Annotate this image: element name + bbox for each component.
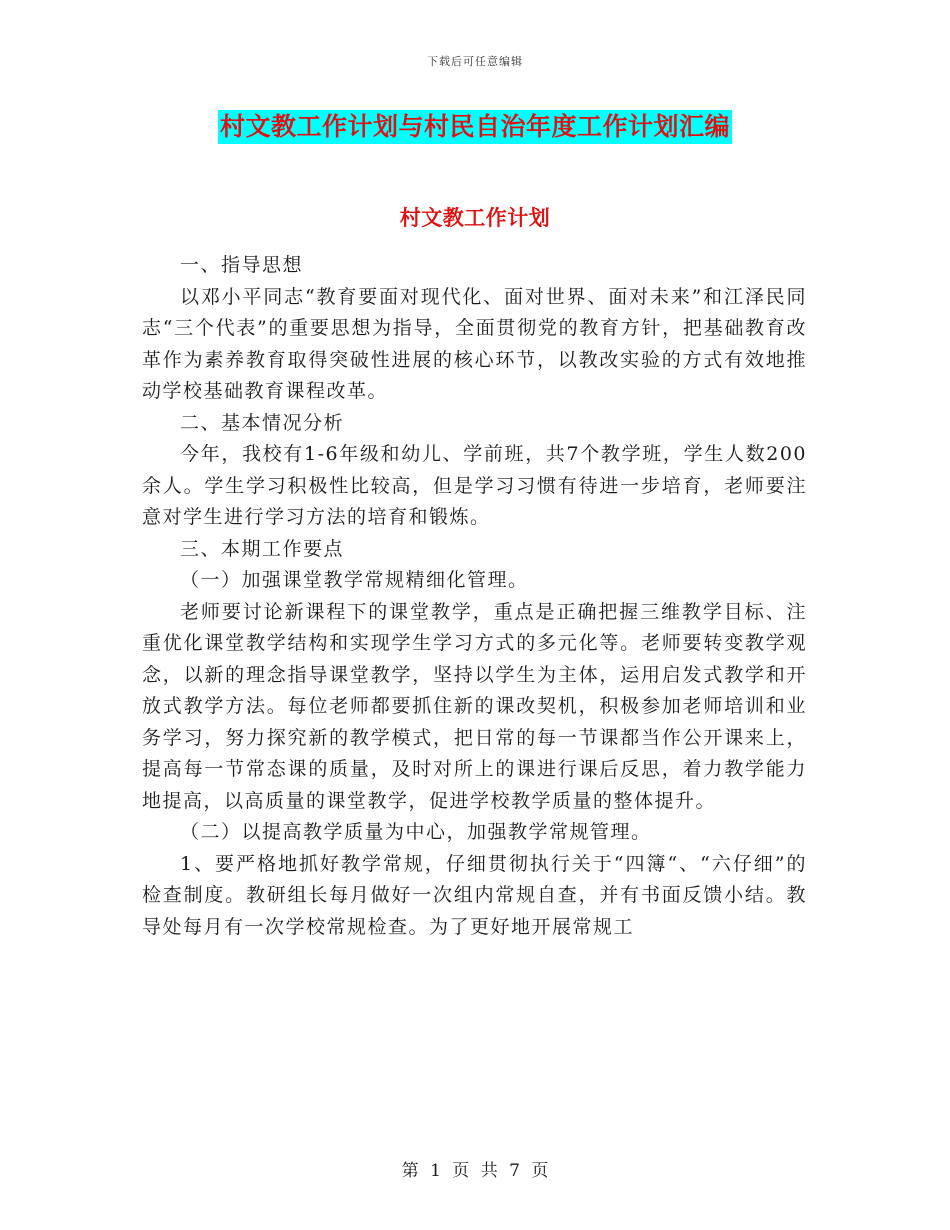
heading-situation-analysis: 二、基本情况分析 [180,411,345,434]
paragraph-situation-analysis: 今年，我校有1-6年级和幼儿、学前班，共7个教学班，学生人数200余人。学生学习积极性比较高，但是学习习惯有待进一步培育，老师要注意对学生进行学习方法的培育和锻炼。 [142,443,807,528]
paragraph-guiding-ideology: 以邓小平同志“教育要面对现代化、面对世界、面对未来”和江泽民同志“三个代表”的重要思想为指导，全面贯彻党的教育方针，把基础教育改革作为素养教育取得突破性进展的核心环节，以教改实验的方式有效地推动学校基础教育课程改革。 [142,285,807,402]
subheading-classroom-management: （一）加强课堂教学常规精细化管理。 [180,569,529,591]
document-title: 村文教工作计划与村民自治年度工作计划汇编 [218,110,732,144]
subheading-teaching-quality: （二）以提高教学质量为中心，加强教学常规管理。 [180,821,652,843]
paragraph-classroom-management: 老师要讨论新课程下的课堂教学，重点是正确把握三维教学目标、注重优化课堂教学结构和实现学生学习方式的多元化等。老师要转变教学观念，以新的理念指导课堂教学，坚持以学生为主体，运用启发式教学和开放式教学方法。每位老师都要抓住新的课改契机，积极参加老师培训和业务学习，努力探究新的教学模式，把日常的每一节课都当作公开课来上，提高每一节常态课的质量，及时对所上的课进行课后反思，着力教学能力地提高，以高质量的课堂教学，促进学校教学质量的整体提升。 [142,600,807,812]
document-title-container [0,110,950,144]
page-number: 第 1 页 共 7 页 [401,1161,549,1181]
header-note: 下载后可任意编辑 [427,55,523,68]
heading-work-points: 三、本期工作要点 [180,537,345,560]
heading-guiding-ideology: 一、指导思想 [180,254,304,276]
document-body [142,250,807,943]
paragraph-teaching-routine: 1、要严格地抓好教学常规，仔细贯彻执行关于“四簿“、“六仔细”的检查制度。教研组长每月做好一次组内常规自查，并有书面反馈小结。教导处每月有一次学校常规检查。为了更好地开展常规工 [142,852,807,938]
section-title: 村文教工作计划 [399,205,551,230]
